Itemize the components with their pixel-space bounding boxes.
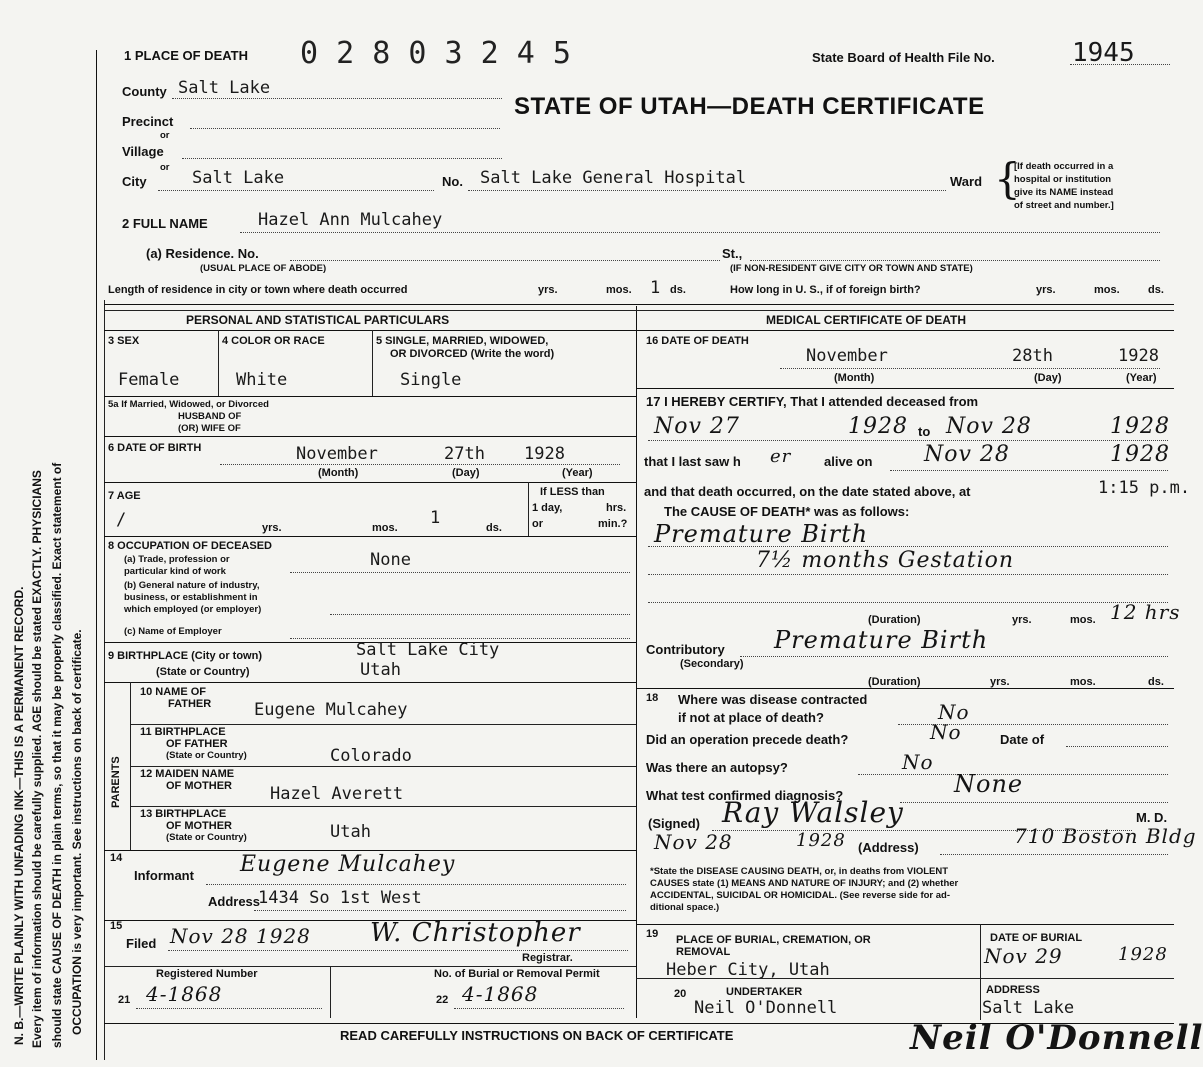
mother-birthplace-line-3: (State or Country)	[166, 832, 247, 843]
age-label: 7 AGE	[108, 490, 141, 502]
contributory-line	[740, 656, 1168, 657]
attended-line	[648, 440, 1168, 441]
spouse-label-line-2: HUSBAND OF	[178, 411, 242, 422]
last-saw-line	[890, 470, 1168, 471]
institution-note	[1014, 160, 1114, 212]
nonresident-label: (IF NON-RESIDENT GIVE CITY OR TOWN AND STATE)	[730, 263, 973, 274]
contributory-label: Contributory	[646, 642, 725, 657]
outer-left-rule	[96, 50, 97, 1060]
mother-name-label-line-2: OF MOTHER	[166, 780, 232, 792]
sidebar-line-3: should state CAUSE OF DEATH in plain terms, so that it may be properly classified. Exact statement of	[50, 462, 64, 1048]
personal-section-title: PERSONAL AND STATISTICAL PARTICULARS	[186, 313, 450, 327]
precinct-label: Precinct	[122, 114, 174, 129]
institution-note-line-3: give its NAME instead	[1014, 187, 1114, 198]
note-line-1: *State the DISEASE CAUSING DEATH, or, in deaths from VIOLENT	[650, 866, 949, 877]
burial-permit-line	[454, 1008, 624, 1009]
age-yrs-label: yrs.	[262, 522, 282, 534]
cause-line-1	[648, 546, 1168, 547]
dod-day-label: (Day)	[1034, 372, 1062, 384]
duration2-mos-label: mos.	[1070, 676, 1096, 688]
burial-year-value: 1928	[1118, 944, 1168, 965]
institution-value: Salt Lake General Hospital	[480, 168, 747, 188]
burial-place-value: Heber City, Utah	[666, 960, 830, 980]
informant-num: 14	[110, 852, 123, 864]
duration-label: (Duration)	[868, 614, 921, 626]
burial-place-label	[676, 934, 871, 958]
test-label: What test confirmed diagnosis?	[646, 788, 844, 803]
to-label: to	[918, 424, 931, 439]
duration-mos-label: mos.	[1070, 614, 1096, 626]
father-name-value: Eugene Mulcahey	[254, 700, 408, 720]
burial-date-value: Nov 29	[984, 944, 1063, 968]
last-saw-date: Nov 28	[924, 442, 1010, 467]
row-rule-8	[130, 766, 636, 767]
ward-label: Ward	[950, 174, 983, 189]
sex-label: 3 SEX	[108, 335, 140, 347]
full-name-line	[240, 232, 1160, 233]
undertaker-label: UNDERTAKER	[726, 986, 803, 998]
how-long-us-label: How long in U. S., if of foreign birth?	[730, 284, 921, 296]
institution-note-line-4: of street and number.]	[1014, 200, 1114, 211]
death-time-value: 1:15 p.m.	[1098, 478, 1191, 498]
age-mark: /	[116, 510, 127, 530]
md-label: M. D.	[1136, 810, 1168, 825]
instructions-sidebar	[0, 0, 100, 1067]
occupation-a-line-1: (a) Trade, profession or	[124, 554, 230, 565]
informant-line	[206, 884, 626, 885]
personal-title-rule	[104, 330, 636, 331]
alive-on-label: alive on	[824, 454, 873, 469]
color-label: 4 COLOR OR RACE	[222, 335, 325, 347]
reg-number-line	[136, 1008, 322, 1009]
cause-value-2: 7½ months Gestation	[756, 548, 1015, 573]
physician-address-label: (Address)	[858, 840, 919, 855]
marital-label-line-2: OR DIVORCED (Write the word)	[390, 348, 555, 360]
dod-month-value: November	[806, 346, 888, 366]
death-time-label: and that death occurred, on the date stated above, at	[644, 484, 971, 499]
burial-divider	[980, 924, 981, 1020]
dod-line	[780, 368, 1160, 369]
us-mos-label: mos.	[1094, 284, 1120, 296]
top-section-rule	[104, 304, 1174, 305]
birthplace-label: 9 BIRTHPLACE (City or town)	[108, 650, 262, 662]
med-rule-4	[636, 978, 1174, 979]
note-line-2: CAUSES state (1) MEANS AND NATURE OF INJURY; and (2) whether	[650, 878, 959, 889]
attended-from-year: 1928	[848, 414, 908, 439]
dod-day-value: 28th	[1012, 346, 1053, 366]
employer-line	[290, 638, 630, 639]
birthplace-state-label: (State or Country)	[156, 666, 250, 678]
age-divider	[528, 482, 529, 536]
length-residence-label: Length of residence in city or town where death occurred	[108, 284, 408, 296]
father-birthplace-line-1: 11 BIRTHPLACE	[140, 726, 226, 738]
mother-name-label-line-1: 12 MAIDEN NAME	[140, 768, 235, 780]
length-days-value: 1	[650, 278, 661, 298]
occupation-a-label	[124, 554, 230, 578]
certificate-number: 0 2 8 0 3 2 4 5	[300, 36, 571, 71]
less-than-label-3: hrs.	[606, 502, 627, 514]
precinct-line	[190, 128, 500, 129]
institution-note-line-2: hospital or institution	[1014, 174, 1112, 185]
full-name-value: Hazel Ann Mulcahey	[258, 210, 443, 230]
contracted-label-1: Where was disease contracted	[678, 692, 868, 707]
row-rule-2	[104, 436, 636, 437]
sidebar-line-4: OCCUPATION is very important. See instructions on back of certificate.	[70, 629, 84, 1035]
inner-left-rule	[104, 300, 105, 1060]
dod-year-value: 1928	[1118, 346, 1159, 366]
mother-birthplace-line-2: OF MOTHER	[166, 820, 232, 832]
street-line	[750, 260, 1160, 261]
length-yrs-label: yrs.	[538, 284, 558, 296]
filed-date-value: Nov 28 1928	[170, 924, 311, 948]
attended-from-value: Nov 27	[654, 414, 740, 439]
signed-label: (Signed)	[648, 816, 700, 831]
marital-label-line-1: 5 SINGLE, MARRIED, WIDOWED,	[376, 335, 549, 347]
abode-label: (USUAL PLACE OF ABODE)	[200, 263, 327, 274]
occupation-b-line	[330, 614, 630, 615]
duration2-label: (Duration)	[868, 676, 921, 688]
undertaker-address-value: Salt Lake	[982, 998, 1075, 1018]
last-saw-label: that I last saw h	[644, 454, 741, 469]
village-line	[182, 158, 502, 159]
reg-divider	[330, 966, 331, 1018]
occupation-value: None	[370, 550, 411, 570]
dob-label: 6 DATE OF BIRTH	[108, 442, 202, 454]
last-saw-pronoun: er	[770, 446, 792, 467]
city-value: Salt Lake	[192, 168, 285, 188]
or-label-2: or	[160, 162, 170, 173]
age-ds-label: ds.	[486, 522, 502, 534]
father-birthplace-line-2: OF FATHER	[166, 738, 228, 750]
place-of-death-label: 1 PLACE OF DEATH	[124, 48, 248, 63]
dob-year-value: 1928	[524, 444, 565, 464]
less-than-label-1: If LESS than	[540, 486, 605, 498]
sidebar-line-1: N. B.—WRITE PLAINLY WITH UNFADING INK—THIS IS A PERMANENT RECORD.	[12, 586, 26, 1045]
operation-date-line	[1066, 746, 1168, 747]
or-label-1: or	[160, 130, 170, 141]
burial-permit-num: 22	[436, 994, 449, 1006]
county-label: County	[122, 84, 167, 99]
dod-label: 16 DATE OF DEATH	[646, 335, 749, 347]
burial-place-label-line-2: REMOVAL	[676, 946, 731, 958]
mother-birthplace-value: Utah	[330, 822, 371, 842]
cause-label: The CAUSE OF DEATH* was as follows:	[664, 504, 910, 519]
city-label: City	[122, 174, 147, 189]
institution-line	[468, 190, 946, 191]
dob-day-value: 27th	[444, 444, 485, 464]
q18-num: 18	[646, 692, 659, 704]
undertaker-value: Neil O'Donnell	[694, 998, 838, 1018]
contracted-value: No	[938, 700, 970, 724]
last-saw-year: 1928	[1110, 442, 1170, 467]
sidebar-line-2: Every item of information should be carefully supplied. AGE should be stated EXACTLY. PHYSICIANS	[30, 470, 44, 1048]
date-of-label: Date of	[1000, 732, 1045, 747]
medical-section-title: MEDICAL CERTIFICATE OF DEATH	[766, 313, 966, 327]
physician-address-value: 710 Boston Bldg	[1014, 824, 1197, 848]
note-line-4: ditional space.)	[650, 902, 720, 913]
informant-address-value: 1434 So 1st West	[258, 888, 422, 908]
informant-value: Eugene Mulcahey	[240, 852, 456, 877]
occupation-a-line-2: particular kind of work	[124, 566, 226, 577]
father-name-label-line-2: FATHER	[168, 698, 212, 710]
file-no-label: State Board of Health File No.	[812, 50, 995, 65]
mother-name-label	[140, 768, 234, 792]
mother-birthplace-label	[140, 808, 247, 844]
burial-place-label-line-1: PLACE OF BURIAL, CREMATION, OR	[676, 934, 871, 946]
top-section-rule-2	[104, 310, 1174, 311]
row-rule-6	[104, 682, 636, 683]
violent-causes-note	[650, 866, 958, 914]
street-no-label: No.	[442, 174, 463, 189]
medical-title-rule	[636, 330, 1174, 331]
color-divider	[372, 330, 373, 396]
marital-value: Single	[400, 370, 462, 390]
autopsy-value: No	[902, 750, 934, 774]
city-line	[158, 190, 434, 191]
footer-instructions: READ CAREFULLY INSTRUCTIONS ON BACK OF CERTIFICATE	[340, 1028, 734, 1043]
mother-name-value: Hazel Averett	[270, 784, 404, 804]
test-value: None	[954, 770, 1024, 798]
occupation-b-line-3: which employed (or employer)	[124, 604, 262, 615]
operation-label: Did an operation precede death?	[646, 732, 849, 747]
occupation-b-line-1: (b) General nature of industry,	[124, 580, 260, 591]
file-no-line	[1070, 64, 1170, 65]
note-line-3: ACCIDENTAL, SUICIDAL OR HOMICIDAL. (See reverse side for ad-	[650, 890, 951, 901]
brace-glyph: {	[994, 154, 1021, 203]
undertaker-signature: Neil O'Donnell	[910, 1018, 1203, 1058]
less-than-label-5: min.?	[598, 518, 628, 530]
parents-label: PARENTS	[110, 756, 122, 808]
filed-line	[168, 950, 628, 951]
occupation-b-line-2: business, or establishment in	[124, 592, 258, 603]
full-name-label: 2 FULL NAME	[122, 216, 208, 231]
row-rule-1	[104, 396, 636, 397]
spouse-label-line-3: (OR) WIFE OF	[178, 423, 241, 434]
registrar-signature: W. Christopher	[370, 918, 581, 948]
institution-note-line-1: [If death occurred in a	[1014, 161, 1114, 172]
reg-number-label: Registered Number	[156, 968, 258, 980]
duration2-ds-label: ds.	[1148, 676, 1164, 688]
duration-yrs-label: yrs.	[1012, 614, 1032, 626]
age-mos-label: mos.	[372, 522, 398, 534]
street-label: St.,	[722, 246, 743, 261]
test-line	[900, 802, 1168, 803]
residence-line	[290, 260, 720, 261]
row-rule-12	[104, 966, 636, 967]
contributory-value: Premature Birth	[774, 626, 989, 654]
burial-permit-label: No. of Burial or Removal Permit	[434, 968, 600, 980]
attended-to-value: Nov 28	[946, 414, 1032, 439]
informant-address-line	[254, 910, 626, 911]
burial-permit-value: 4-1868	[462, 982, 539, 1006]
county-line	[172, 98, 502, 99]
county-value: Salt Lake	[178, 78, 271, 98]
file-no-value: 1945	[1072, 38, 1135, 68]
duration2-yrs-label: yrs.	[990, 676, 1010, 688]
age-days-value: 1	[430, 508, 441, 528]
us-ds-label: ds.	[1148, 284, 1164, 296]
filed-num: 15	[110, 920, 123, 932]
physician-address-line	[940, 854, 1168, 855]
father-name-label-line-1: 10 NAME OF	[140, 686, 207, 698]
employer-label: (c) Name of Employer	[124, 626, 222, 637]
dob-year-label: (Year)	[562, 467, 593, 479]
contracted-label-2: if not at place of death?	[678, 710, 824, 725]
less-than-label-4: or	[532, 518, 543, 530]
cause-line-3	[648, 602, 1168, 603]
informant-label: Informant	[134, 868, 194, 883]
med-rule-1	[636, 388, 1174, 389]
informant-address-label: Address	[208, 894, 261, 909]
father-birthplace-line-3: (State or Country)	[166, 750, 247, 761]
certify-label: 17 I HEREBY CERTIFY, That I attended deceased from	[646, 394, 979, 409]
occupation-line	[290, 572, 630, 573]
undertaker-num: 20	[674, 988, 687, 1000]
residence-label: (a) Residence. No.	[146, 246, 259, 261]
dod-month-label: (Month)	[834, 372, 875, 384]
birthplace-state-value: Utah	[360, 660, 401, 680]
burial-date-label: DATE OF BURIAL	[990, 932, 1083, 944]
row-rule-4	[104, 536, 636, 537]
certificate-title: STATE OF UTAH—DEATH CERTIFICATE	[514, 93, 985, 120]
filed-label: Filed	[126, 936, 157, 951]
reg-number-num: 21	[118, 994, 131, 1006]
occupation-label: 8 OCCUPATION OF DECEASED	[108, 540, 272, 552]
spouse-label-line-1: 5a If Married, Widowed, or Divorced	[108, 399, 269, 410]
sex-value: Female	[118, 370, 180, 390]
secondary-label: (Secondary)	[680, 658, 744, 670]
father-name-label	[140, 686, 211, 710]
duration-value: 12 hrs	[1110, 600, 1181, 624]
registrar-label: Registrar.	[522, 952, 573, 964]
row-rule-7	[130, 724, 636, 725]
occupation-b-label	[124, 580, 261, 616]
father-birthplace-label	[140, 726, 247, 762]
birthplace-city-value: Salt Lake City	[356, 640, 500, 660]
sex-divider	[218, 330, 219, 396]
village-label: Village	[122, 144, 164, 159]
row-rule-9	[130, 806, 636, 807]
cause-value-1: Premature Birth	[654, 520, 869, 548]
med-rule-2	[636, 688, 1174, 689]
signed-year-value: 1928	[796, 830, 846, 851]
mother-birthplace-line-1: 13 BIRTHPLACE	[140, 808, 227, 820]
color-value: White	[236, 370, 288, 390]
dob-day-label: (Day)	[452, 467, 480, 479]
length-ds-label: ds.	[670, 284, 686, 296]
dob-month-label: (Month)	[318, 467, 359, 479]
dob-line	[220, 464, 620, 465]
less-than-label-2: 1 day,	[532, 502, 563, 514]
cause-line-2	[648, 574, 1168, 575]
us-yrs-label: yrs.	[1036, 284, 1056, 296]
center-divider	[636, 306, 637, 1018]
attended-to-year: 1928	[1110, 414, 1170, 439]
length-mos-label: mos.	[606, 284, 632, 296]
physician-signature: Ray Walsley	[722, 796, 904, 829]
dob-month-value: November	[296, 444, 378, 464]
father-birthplace-value: Colorado	[330, 746, 412, 766]
dod-year-label: (Year)	[1126, 372, 1157, 384]
reg-number-value: 4-1868	[146, 982, 223, 1006]
med-rule-3	[636, 924, 1174, 925]
autopsy-label: Was there an autopsy?	[646, 760, 788, 775]
undertaker-address-label: ADDRESS	[986, 984, 1040, 996]
marital-label	[376, 335, 554, 361]
operation-value: No	[930, 720, 962, 744]
signed-date-value: Nov 28	[654, 830, 733, 854]
row-rule-10	[104, 850, 636, 851]
row-rule-3	[104, 482, 636, 483]
q19-num: 19	[646, 928, 659, 940]
spouse-label	[108, 399, 269, 435]
